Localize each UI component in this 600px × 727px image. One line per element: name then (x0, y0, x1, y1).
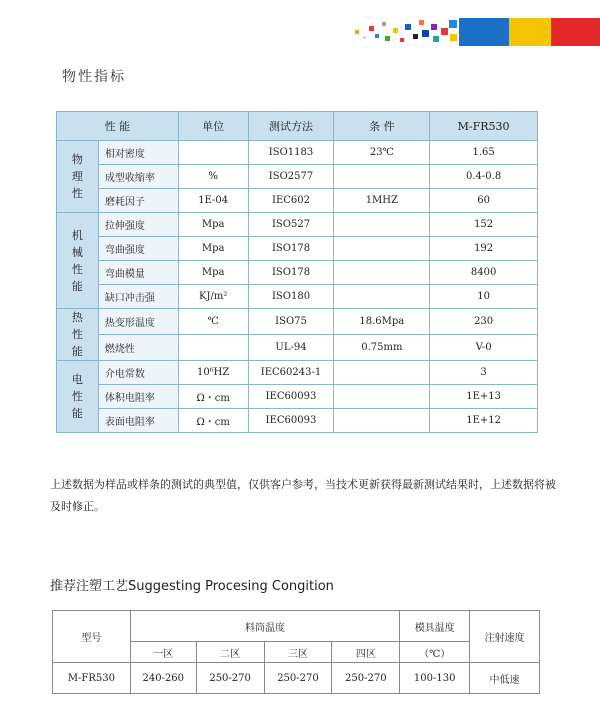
mold-temp-header: 模具温度 (400, 611, 470, 642)
zone-4-value: 250-270 (332, 663, 400, 694)
property-method: ISO75 (248, 309, 334, 335)
property-value: 1E+13 (430, 385, 538, 409)
property-value: 10 (430, 285, 538, 309)
property-condition (334, 385, 430, 409)
header-col-2: 测试方法 (248, 112, 334, 141)
zone-3-value: 250-270 (264, 663, 332, 694)
mold-temp-value: 100-130 (400, 663, 470, 694)
category-char: 电 (71, 373, 83, 386)
category-char: 械 (71, 245, 83, 259)
property-unit: Ω・cm (178, 409, 248, 433)
mold-temp-unit: （℃） (400, 642, 470, 663)
property-method: ISO178 (248, 261, 334, 285)
property-condition (334, 285, 430, 309)
table-row (57, 165, 538, 189)
property-unit: Mpa (178, 237, 248, 261)
category-char: 热 (71, 311, 83, 324)
property-name: 弯曲强度 (98, 237, 178, 261)
property-condition (334, 361, 430, 385)
category-label (57, 309, 99, 361)
property-value: 0.4-0.8 (430, 165, 538, 189)
properties-table (56, 111, 538, 433)
property-value: 1.65 (430, 141, 538, 165)
property-condition (334, 409, 430, 433)
zone-2-value: 250-270 (196, 663, 264, 694)
decorative-pellet-banner (355, 18, 600, 48)
property-unit (178, 335, 248, 361)
zone-1-header: 一区 (130, 642, 196, 663)
table-row (57, 213, 538, 237)
table-row (57, 385, 538, 409)
property-unit: 1E-04 (178, 189, 248, 213)
table-row (57, 309, 538, 335)
property-unit (178, 141, 248, 165)
property-condition (334, 261, 430, 285)
category-char: 性 (71, 187, 83, 200)
property-name: 缺口冲击强 (98, 285, 178, 309)
property-condition: 0.75mm (334, 335, 430, 361)
zone-1-value: 240-260 (130, 663, 196, 694)
injection-speed-value: 中低速 (470, 663, 540, 694)
header-row (57, 112, 538, 141)
category-char: 性 (71, 390, 83, 403)
property-name: 弯曲模量 (98, 261, 178, 285)
property-method: IEC60093 (248, 385, 334, 409)
header-property: 性 能 (57, 112, 179, 141)
table-row (57, 189, 538, 213)
property-value: 8400 (430, 261, 538, 285)
property-method: ISO2577 (248, 165, 334, 189)
category-char: 能 (71, 279, 83, 293)
property-method: ISO178 (248, 237, 334, 261)
category-label (57, 141, 99, 213)
property-value: 60 (430, 189, 538, 213)
property-name: 热变形温度 (98, 309, 178, 335)
property-value: 1E+12 (430, 409, 538, 433)
property-name: 介电常数 (98, 361, 178, 385)
property-method: ISO180 (248, 285, 334, 309)
header-col-1: 单位 (178, 112, 248, 141)
property-condition: 23℃ (334, 141, 430, 165)
category-char: 机 (71, 228, 83, 242)
header-col-3: 条 件 (334, 112, 430, 141)
property-value: 152 (430, 213, 538, 237)
property-condition: 1MHZ (334, 189, 430, 213)
property-unit: Ω・cm (178, 385, 248, 409)
zone-3-header: 三区 (264, 642, 332, 663)
injection-speed-header: 注射速度 (470, 611, 540, 663)
property-value: 192 (430, 237, 538, 261)
property-unit: Mpa (178, 213, 248, 237)
model-header: 型号 (53, 611, 131, 663)
property-method: IEC60093 (248, 409, 334, 433)
table-row (57, 285, 538, 309)
property-method: ISO527 (248, 213, 334, 237)
property-unit: Mpa (178, 261, 248, 285)
property-value: 230 (430, 309, 538, 335)
model-value: M-FR530 (53, 663, 131, 694)
property-value: V-0 (430, 335, 538, 361)
property-unit: % (178, 165, 248, 189)
property-name: 表面电阻率 (98, 409, 178, 433)
property-method: ISO1183 (248, 141, 334, 165)
table-row (57, 261, 538, 285)
property-unit: ℃ (178, 309, 248, 335)
property-method: IEC60243-1 (248, 361, 334, 385)
category-label (57, 213, 99, 309)
property-unit: KJ/m² (178, 285, 248, 309)
category-char: 能 (71, 407, 83, 420)
property-condition (334, 213, 430, 237)
category-char: 物 (71, 153, 83, 166)
header-col-4: M-FR530 (430, 112, 538, 141)
table-row (57, 237, 538, 261)
injection-process-table (52, 610, 540, 694)
category-char: 性 (71, 328, 83, 341)
disclaimer-note: 上述数据为样品或样条的测试的典型值，仅供客户参考，当技术更新获得最新测试结果时，上述数据将被及时修正。 (50, 478, 556, 513)
table-row (57, 335, 538, 361)
property-name: 拉伸强度 (98, 213, 178, 237)
zone-4-header: 四区 (332, 642, 400, 663)
category-char: 性 (71, 262, 83, 276)
property-condition (334, 237, 430, 261)
property-method: IEC602 (248, 189, 334, 213)
page-title: 物性指标 (62, 69, 126, 85)
category-char: 理 (71, 170, 83, 183)
property-value: 3 (430, 361, 538, 385)
category-char: 能 (71, 345, 83, 358)
recommend-title: 推荐注塑工艺Suggesting Procesing Congition (50, 579, 334, 594)
property-name: 磨耗因子 (98, 189, 178, 213)
table-row (57, 141, 538, 165)
property-condition (334, 165, 430, 189)
property-name: 体积电阻率 (98, 385, 178, 409)
zone-2-header: 二区 (196, 642, 264, 663)
property-unit: 10⁶HZ (178, 361, 248, 385)
red-pellets (551, 18, 600, 46)
table-row (57, 409, 538, 433)
barrel-temp-header: 料筒温度 (130, 611, 399, 642)
property-name: 相对密度 (98, 141, 178, 165)
property-condition: 18.6Mpa (334, 309, 430, 335)
blue-pellets (459, 18, 509, 46)
category-label (57, 361, 99, 433)
property-name: 燃烧性 (98, 335, 178, 361)
property-name: 成型收缩率 (98, 165, 178, 189)
table-row (57, 361, 538, 385)
property-method: UL-94 (248, 335, 334, 361)
yellow-pellets (509, 18, 551, 46)
